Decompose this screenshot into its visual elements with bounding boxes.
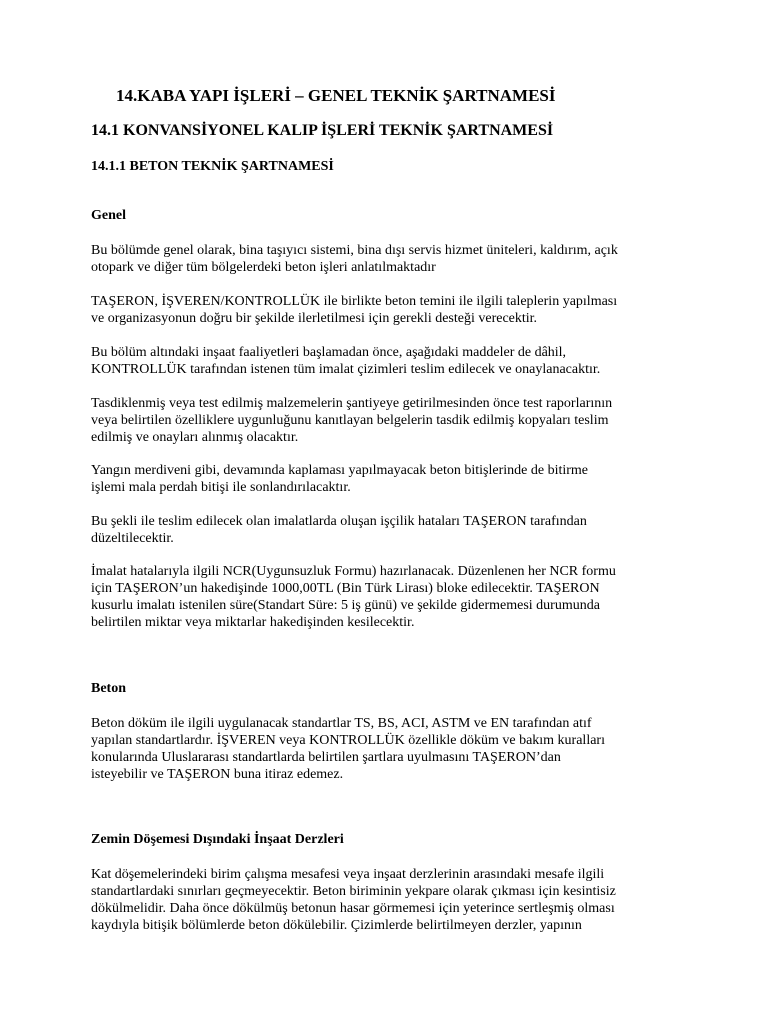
text-line: isteyebilir ve TAŞERON buna itiraz edemez.: [91, 767, 344, 782]
text-line: Kat döşemelerindeki birim çalışma mesafesi veya inşaat derzlerinin arasındaki mesafe ilgili: [91, 867, 605, 882]
text-line: KONTROLLÜK tarafından istenen tüm imalat çizimleri teslim edilecek ve onaylanacaktır.: [91, 362, 601, 377]
text-line: işlemi mala perdah bitişi ile sonlandırılacaktır.: [91, 480, 351, 495]
text-line: düzeltilecektir.: [91, 531, 174, 546]
text-line: konularında Uluslararası standartlarda belirtilen şartlara uyulmasını TAŞERON’dan: [91, 750, 561, 765]
text-line: edilmiş ve onayları alınmış olacaktır.: [91, 430, 299, 445]
paragraph: [91, 715, 691, 783]
text-line: Yangın merdiveni gibi, devamında kaplaması yapılmayacak beton bitişlerinde de bitirme: [91, 463, 589, 478]
section-heading: 14.1 KONVANSİYONEL KALIP İŞLERİ TEKNİK ŞARTNAMESİ: [91, 122, 554, 139]
section-title-beton: Beton: [91, 681, 126, 696]
subsection-heading: 14.1.1 BETON TEKNİK ŞARTNAMESİ: [91, 159, 334, 174]
text-line: standartlardaki sınırları geçmeyecektir. Beton biriminin yekpare olarak çıkması için kesintisiz: [91, 884, 616, 899]
text-line: ve organizasyonun doğru bir şekilde ilerletilmesi için gerekli desteği verecektir.: [91, 311, 538, 326]
paragraph: [91, 395, 691, 446]
paragraph: [91, 462, 691, 496]
text-line: için TAŞERON’un hakedişinde 1000,00TL (Bin Türk Lirası) bloke edilecektir. TAŞERON: [91, 581, 600, 596]
text-line: Bu bölümde genel olarak, bina taşıyıcı sistemi, bina dışı servis hizmet üniteleri, kaldırım, açık: [91, 243, 618, 258]
text-line: yapılan standartlardır. İŞVEREN veya KONTROLLÜK özellikle döküm ve bakım kuralları: [91, 733, 605, 748]
text-line: kaydıyla bitişik bölümlerde beton dökülebilir. Çizimlerde belirtilmeyen derzler, yapının: [91, 918, 582, 933]
section-title-genel: Genel: [91, 208, 126, 223]
text-line: Bu bölüm altındaki inşaat faaliyetleri başlamadan önce, aşağıdaki maddeler de dâhil,: [91, 345, 567, 360]
section-title-derzler: Zemin Döşemesi Dışındaki İnşaat Derzleri: [91, 832, 344, 847]
text-line: belirtilen miktar veya miktarlar hakedişinden kesilecektir.: [91, 615, 415, 630]
paragraph: [91, 242, 691, 276]
paragraph: [91, 344, 691, 378]
text-line: dökülmelidir. Daha önce dökülmüş betonun hasar görmemesi için yeterince sertleşmiş olması: [91, 901, 615, 916]
text-line: otopark ve diğer tüm bölgelerdeki beton işleri anlatılmaktadır: [91, 260, 436, 275]
text-line: veya belirtilen özelliklere uygunluğunu kanıtlayan belgelerin tasdik edilmiş kopyaları teslim: [91, 413, 609, 428]
main-heading: 14.KABA YAPI İŞLERİ – GENEL TEKNİK ŞARTNAMESİ: [116, 86, 556, 105]
paragraph: [91, 513, 691, 547]
text-line: İmalat hatalarıyla ilgili NCR(Uygunsuzluk Formu) hazırlanacak. Düzenlenen her NCR formu: [91, 564, 616, 579]
paragraph: [91, 866, 691, 934]
text-line: Bu şekli ile teslim edilecek olan imalatlarda oluşan işçilik hataları TAŞERON tarafından: [91, 514, 587, 529]
paragraph: [91, 293, 691, 327]
paragraph: [91, 563, 691, 631]
text-line: TAŞERON, İŞVEREN/KONTROLLÜK ile birlikte beton temini ile ilgili taleplerin yapılması: [91, 294, 618, 309]
text-line: Tasdiklenmiş veya test edilmiş malzemelerin şantiyeye getirilmesinden önce test raporlarının: [91, 396, 613, 411]
text-line: Beton döküm ile ilgili uygulanacak standartlar TS, BS, ACI, ASTM ve EN tarafından atıf: [91, 716, 592, 731]
text-line: kusurlu imalatı istenilen süre(Standart Süre: 5 iş günü) ve şekilde gidermemesi durumunda: [91, 598, 600, 613]
